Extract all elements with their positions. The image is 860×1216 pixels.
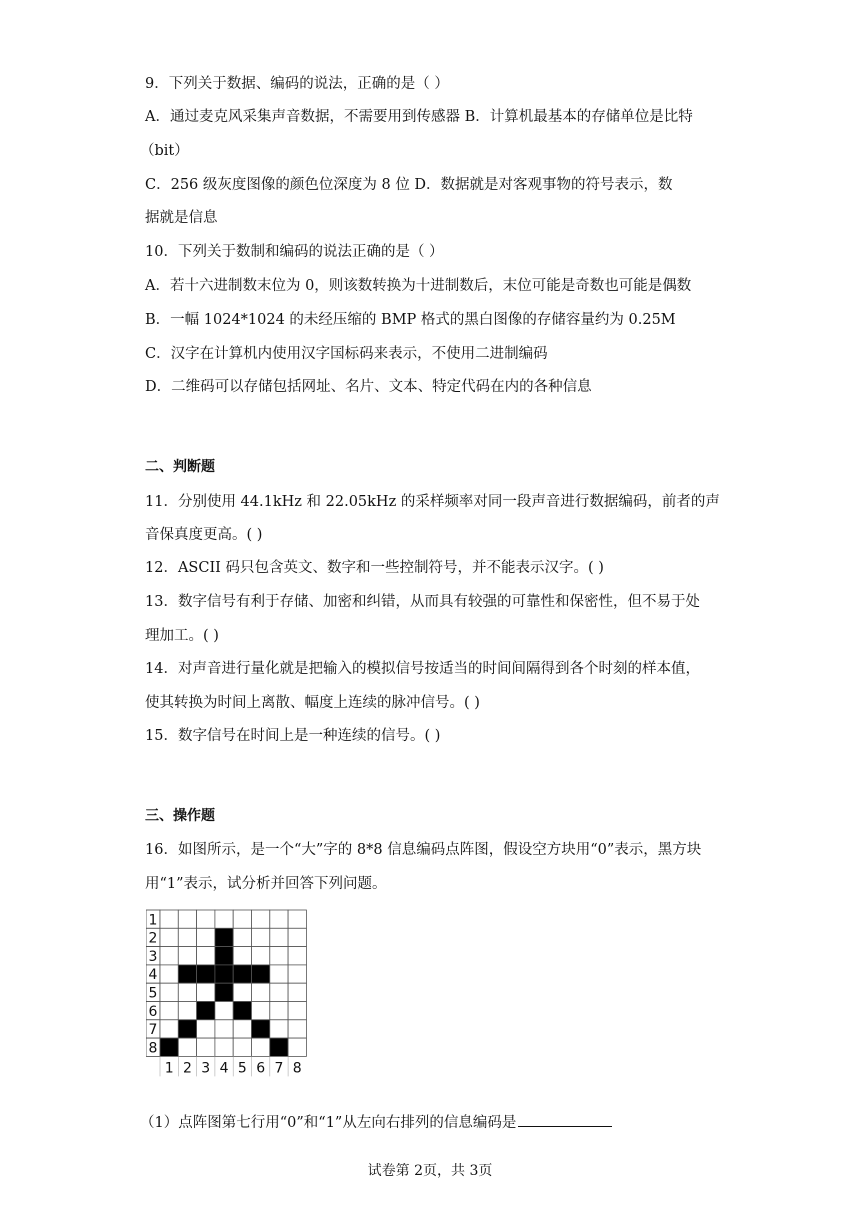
matrix-cell-empty xyxy=(270,983,288,1001)
section-operation-heading: 三、操作题 xyxy=(145,808,215,824)
column-label: 4 xyxy=(219,1060,229,1077)
matrix-cell-black xyxy=(270,1038,288,1056)
matrix-cell-black xyxy=(160,1038,178,1056)
matrix-cell-black xyxy=(215,965,233,983)
answer-blank[interactable] xyxy=(518,1112,612,1127)
dot-matrix-figure xyxy=(146,907,312,1097)
q11-line1: 11．分别使用 44.1kHz 和 22.05kHz 的采样频率对同一段声音进行数据编码，前者的声 xyxy=(145,494,720,510)
matrix-cell-empty xyxy=(197,983,215,1001)
column-label: 6 xyxy=(256,1060,266,1077)
matrix-cell-empty xyxy=(197,910,215,928)
matrix-cell-empty xyxy=(160,910,178,928)
matrix-cell-empty xyxy=(215,1020,233,1038)
matrix-cell-black xyxy=(252,965,270,983)
matrix-cell-empty xyxy=(288,1002,306,1020)
matrix-cell-empty xyxy=(197,1020,215,1038)
row-label: 1 xyxy=(148,912,158,929)
matrix-cell-empty xyxy=(252,910,270,928)
matrix-cell-black xyxy=(252,1020,270,1038)
matrix-cell-empty xyxy=(270,928,288,946)
matrix-cell-empty xyxy=(252,983,270,1001)
q9-stem: 9．下列关于数据、编码的说法，正确的是（ ） xyxy=(145,76,449,92)
section-judge-heading: 二、判断题 xyxy=(145,459,215,475)
matrix-cell-empty xyxy=(233,1038,251,1056)
q10-option-d: D．二维码可以存储包括网址、名片、文本、特定代码在内的各种信息 xyxy=(145,379,592,395)
matrix-cell-black xyxy=(197,1002,215,1020)
q10-option-c: C．汉字在计算机内使用汉字国标码来表示，不使用二进制编码 xyxy=(145,346,548,362)
q16-sub1-text: （1）点阵图第七行用“0”和“1”从左向右排列的信息编码是 xyxy=(140,1115,517,1131)
row-label: 5 xyxy=(148,985,158,1002)
matrix-cell-black xyxy=(233,1002,251,1020)
matrix-cell-empty xyxy=(160,1002,178,1020)
row-label: 6 xyxy=(148,1003,158,1020)
q16-line1: 16．如图所示，是一个“大”字的 8*8 信息编码点阵图，假设空方块用“0”表示，黑方块 xyxy=(145,842,702,858)
matrix-cell-empty xyxy=(270,910,288,928)
matrix-cell-empty xyxy=(197,928,215,946)
q9-options-cd: C．256 级灰度图像的颜色位深度为 8 位 D．数据就是对客观事物的符号表示，数 xyxy=(145,177,673,193)
matrix-cell-empty xyxy=(233,947,251,965)
column-label: 2 xyxy=(182,1060,192,1077)
matrix-cell-empty xyxy=(288,965,306,983)
matrix-cell-empty xyxy=(178,928,196,946)
matrix-cell-empty xyxy=(178,910,196,928)
matrix-cell-black xyxy=(233,965,251,983)
matrix-cell-empty xyxy=(288,928,306,946)
matrix-cell-empty xyxy=(215,1002,233,1020)
row-label: 3 xyxy=(148,948,158,965)
matrix-cell-empty xyxy=(233,1020,251,1038)
matrix-cell-black xyxy=(215,947,233,965)
matrix-cell-empty xyxy=(160,965,178,983)
matrix-cell-empty xyxy=(197,947,215,965)
matrix-cell-empty xyxy=(178,947,196,965)
column-label: 8 xyxy=(292,1060,302,1077)
matrix-cell-black xyxy=(178,965,196,983)
row-label: 8 xyxy=(148,1040,158,1057)
matrix-cell-empty xyxy=(233,983,251,1001)
matrix-cell-empty xyxy=(270,1020,288,1038)
matrix-cell-empty xyxy=(252,928,270,946)
q9-options-cd-cont: 据就是信息 xyxy=(145,210,218,226)
matrix-cell-empty xyxy=(215,910,233,928)
row-label: 2 xyxy=(148,930,158,947)
q9-options-ab-cont: （bit） xyxy=(140,143,189,159)
matrix-cell-empty xyxy=(178,1038,196,1056)
matrix-cell-empty xyxy=(215,1038,233,1056)
matrix-cell-empty xyxy=(288,1038,306,1056)
matrix-cell-empty xyxy=(197,1038,215,1056)
matrix-cell-empty xyxy=(288,1020,306,1038)
matrix-cell-empty xyxy=(160,1020,178,1038)
matrix-cell-empty xyxy=(252,947,270,965)
matrix-cell-empty xyxy=(270,1002,288,1020)
matrix-cell-empty xyxy=(233,928,251,946)
column-label: 1 xyxy=(164,1060,174,1077)
matrix-cell-black xyxy=(178,1020,196,1038)
q11-line2: 音保真度更高。( ) xyxy=(145,527,263,543)
matrix-cell-empty xyxy=(160,947,178,965)
page-footer: 试卷第 2页，共 3页 xyxy=(367,1163,493,1179)
matrix-cell-empty xyxy=(270,947,288,965)
q9-options-ab: A．通过麦克风采集声音数据，不需要用到传感器 B．计算机最基本的存储单位是比特 xyxy=(145,109,693,125)
matrix-cell-empty xyxy=(233,910,251,928)
matrix-cell-black xyxy=(215,983,233,1001)
q10-option-a: A．若十六进制数末位为 0，则该数转换为十进制数后，末位可能是奇数也可能是偶数 xyxy=(145,278,692,294)
q13-line2: 理加工。( ) xyxy=(145,628,219,644)
column-label: 5 xyxy=(237,1060,247,1077)
matrix-cell-empty xyxy=(178,983,196,1001)
matrix-cell-black xyxy=(197,965,215,983)
matrix-cell-empty xyxy=(288,947,306,965)
matrix-cell-empty xyxy=(270,965,288,983)
q16-line2: 用“1”表示，试分析并回答下列问题。 xyxy=(145,876,387,892)
row-label: 7 xyxy=(148,1022,158,1039)
q15: 15．数字信号在时间上是一种连续的信号。( ) xyxy=(145,728,441,744)
q14-line1: 14．对声音进行量化就是把输入的模拟信号按适当的时间间隔得到各个时刻的样本值， xyxy=(145,661,700,677)
matrix-cell-empty xyxy=(288,983,306,1001)
q16-subquestion-1 xyxy=(140,1112,612,1133)
q14-line2: 使其转换为时间上离散、幅度上连续的脉冲信号。( ) xyxy=(145,695,480,711)
q10-stem: 10．下列关于数制和编码的说法正确的是（ ） xyxy=(145,244,444,260)
q12: 12．ASCII 码只包含英文、数字和一些控制符号，并不能表示汉字。( ) xyxy=(145,560,604,576)
matrix-cell-empty xyxy=(160,983,178,1001)
matrix-cell-black xyxy=(215,928,233,946)
matrix-cell-empty xyxy=(252,1038,270,1056)
matrix-cell-empty xyxy=(288,910,306,928)
matrix-cell-empty xyxy=(160,928,178,946)
column-label: 7 xyxy=(274,1060,284,1077)
q13-line1: 13．数字信号有利于存储、加密和纠错，从而具有较强的可靠性和保密性，但不易于处 xyxy=(145,594,700,610)
row-label: 4 xyxy=(148,967,158,984)
matrix-cell-empty xyxy=(252,1002,270,1020)
matrix-cell-empty xyxy=(178,1002,196,1020)
column-label: 3 xyxy=(201,1060,211,1077)
q10-option-b: B．一幅 1024*1024 的未经压缩的 BMP 格式的黑白图像的存储容量约为 0.25M xyxy=(145,312,676,328)
